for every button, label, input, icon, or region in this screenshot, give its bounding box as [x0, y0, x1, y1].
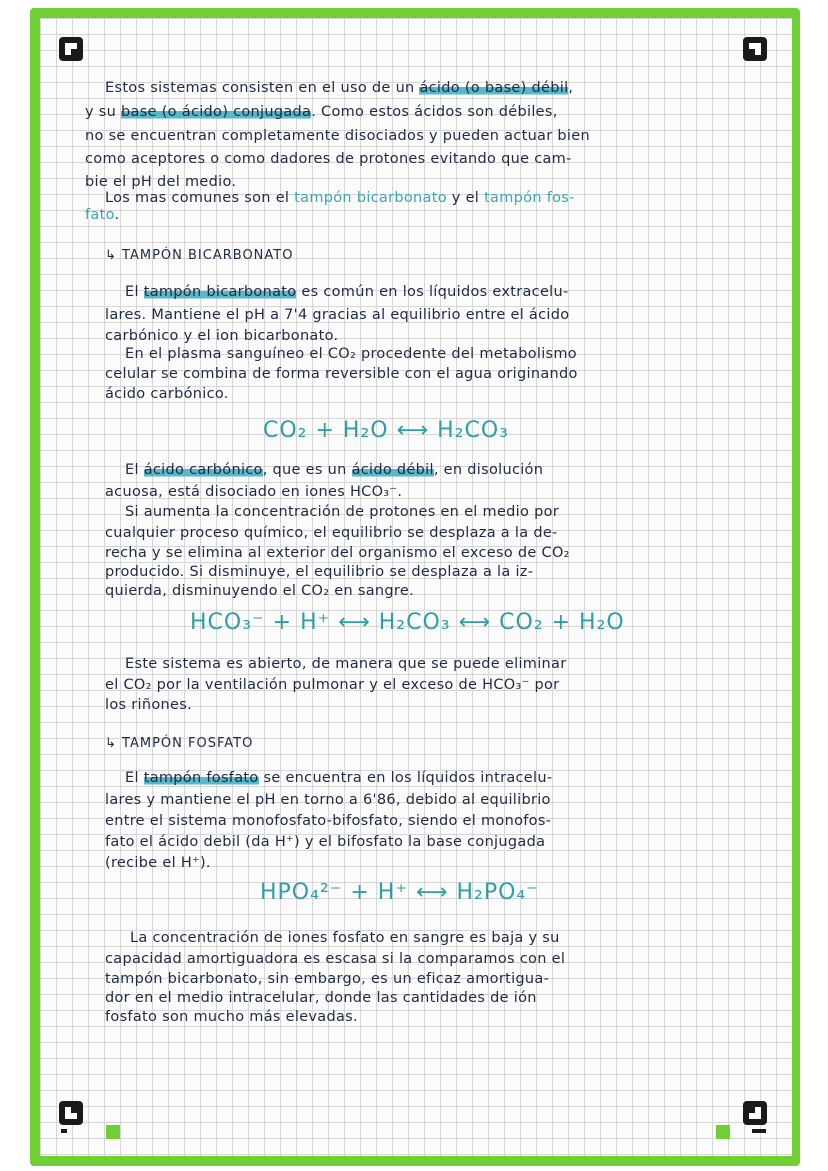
text-line: bie el pH del medio.	[85, 174, 237, 190]
text-line: entre el sistema monofosfato-bifosfato, siendo el monofos-	[105, 813, 552, 829]
highlighted-term: ácido carbónico	[143, 462, 263, 478]
corner-logo-icon	[58, 1100, 84, 1126]
text: El	[125, 462, 144, 478]
text-line: no se encuentran completamente disociados y pueden actuar bien	[85, 128, 590, 144]
highlighted-term: ácido (o base) débil	[419, 80, 569, 96]
text: ,	[568, 80, 574, 96]
text-line	[85, 207, 119, 223]
text: es común en los líquidos extracelu-	[296, 284, 569, 300]
text-line: tampón bicarbonato, sin embargo, es un eficaz amortigua-	[105, 971, 550, 987]
chemical-equation: HCO₃⁻ + H⁺ ⟷ H₂CO₃ ⟷ CO₂ + H₂O	[190, 610, 625, 635]
text-line	[105, 190, 575, 206]
text-line: ácido carbónico.	[105, 386, 229, 402]
text: El	[125, 770, 144, 786]
text-line: fato el ácido debil (da H⁺) y el bifosfato la base conjugada	[105, 834, 546, 850]
text-line: el CO₂ por la ventilación pulmonar y el exceso de HCO₃⁻ por	[105, 677, 560, 693]
text-line: producido. Si disminuye, el equilibrio se desplaza a la iz-	[105, 564, 534, 580]
text: El	[125, 284, 144, 300]
text-line: acuosa, está disociado en iones HCO₃⁻.	[105, 484, 403, 500]
text: .	[114, 207, 120, 223]
text-line: lares. Mantiene el pH a 7'4 gracias al equilibrio entre el ácido	[105, 307, 570, 323]
chemical-equation: CO₂ + H₂O ⟷ H₂CO₃	[263, 418, 509, 443]
text-line: dor en el medio intracelular, donde las cantidades de ión	[105, 990, 537, 1006]
highlighted-term: tampón bicarbonato	[143, 284, 297, 300]
text-line	[125, 770, 552, 786]
text-line: fosfato son mucho más elevadas.	[105, 1009, 358, 1025]
text-line: lares y mantiene el pH en torno a 6'86, debido al equilibrio	[105, 792, 551, 808]
highlighted-term: tampón fosfato	[143, 770, 259, 786]
text-line: los riñones.	[105, 697, 192, 713]
text: , en disolución	[433, 462, 544, 478]
text-line: Si aumenta la concentración de protones en el medio por	[125, 504, 560, 520]
text-line: En el plasma sanguíneo el CO₂ procedente del metabolismo	[125, 346, 577, 362]
text-line: capacidad amortiguadora es escasa si la comparamos con el	[105, 951, 566, 967]
corner-logo-icon	[742, 36, 768, 62]
text-line: recha y se elimina al exterior del organismo el exceso de CO₂	[105, 545, 570, 561]
text-line: cualquier proceso químico, el equilibrio se desplaza a la de-	[105, 525, 558, 541]
highlighted-term: base (o ácido) conjugada	[121, 104, 312, 120]
section-heading: ↳ TAMPÓN FOSFATO	[105, 736, 254, 751]
text-line: quierda, disminuyendo el CO₂ en sangre.	[105, 583, 414, 599]
text-line: celular se combina de forma reversible con el agua originando	[105, 366, 578, 382]
teal-term: fato	[85, 207, 115, 223]
text-line: La concentración de iones fosfato en sangre es baja y su	[130, 930, 560, 946]
text-line	[125, 284, 569, 300]
highlighted-term: ácido débil	[351, 462, 434, 478]
text: se encuentra en los líquidos intracelu-	[258, 770, 553, 786]
text-line: Este sistema es abierto, de manera que se puede eliminar	[125, 656, 567, 672]
chemical-equation: HPO₄²⁻ + H⁺ ⟷ H₂PO₄⁻	[260, 880, 539, 905]
teal-term: tampón fos-	[484, 190, 575, 206]
text-line	[85, 104, 558, 120]
teal-term: tampón bicarbonato	[294, 190, 447, 206]
green-square	[106, 1125, 120, 1139]
corner-logo-icon	[742, 1100, 768, 1126]
text: Los mas comunes son el	[105, 190, 295, 206]
green-square	[716, 1125, 730, 1139]
text-line: (recibe el H⁺).	[105, 855, 211, 871]
section-heading: ↳ TAMPÓN BICARBONATO	[105, 248, 294, 263]
text: . Como estos ácidos son débiles,	[311, 104, 558, 120]
text: y su	[85, 104, 122, 120]
text: , que es un	[262, 462, 352, 478]
text-line	[125, 462, 543, 478]
corner-logo-icon	[58, 36, 84, 62]
text-line: carbónico y el ion bicarbonato.	[105, 328, 339, 344]
text-line	[105, 80, 573, 96]
text-line: como aceptores o como dadores de protones evitando que cam-	[85, 151, 572, 167]
text: Estos sistemas consisten en el uso de un	[105, 80, 420, 96]
text: y el	[446, 190, 485, 206]
